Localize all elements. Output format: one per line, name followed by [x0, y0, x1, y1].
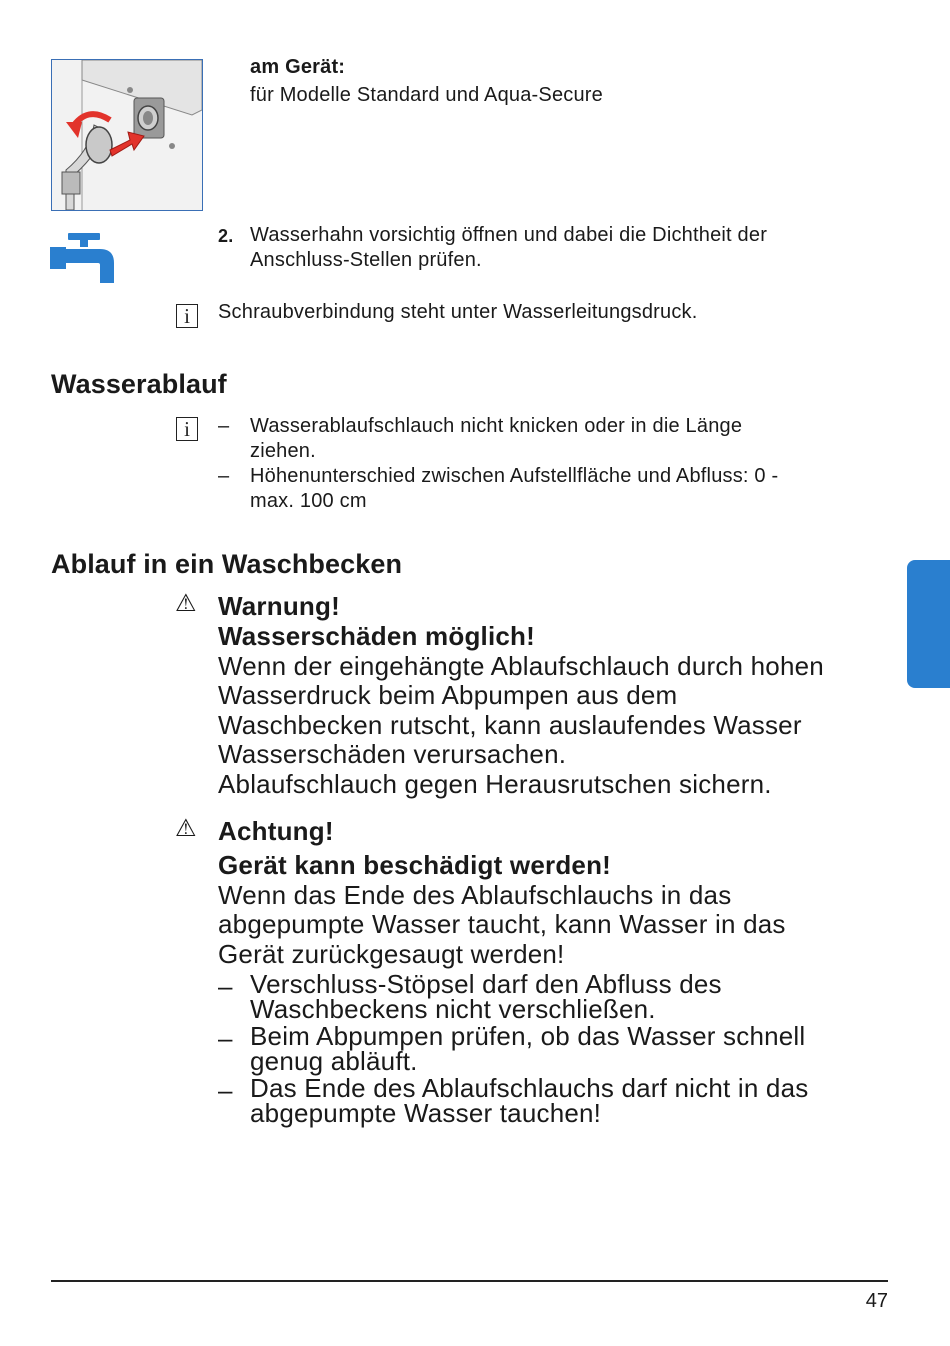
list-dash: –: [218, 1075, 233, 1105]
list-dash: –: [218, 465, 230, 487]
info-text: Schraubverbindung steht unter Wasserleitungsdruck.: [218, 301, 698, 323]
step2-line2: Anschluss-Stellen prüfen.: [250, 249, 482, 271]
list-item-line: ziehen.: [250, 440, 316, 462]
list-item-line: Das Ende des Ablaufschlauchs darf nicht in das: [250, 1073, 809, 1103]
warning-line: Waschbecken rutscht, kann auslaufendes Wasser: [218, 710, 802, 740]
caution-line: Wenn das Ende des Ablaufschlauchs in das: [218, 880, 732, 910]
info-icon: i: [176, 417, 198, 441]
section-title-wasserablauf: Wasserablauf: [51, 369, 227, 399]
top-subtext: für Modelle Standard und Aqua-Secure: [250, 84, 603, 106]
hose-connection-illustration: [51, 59, 203, 211]
caution-subtitle: Gerät kann beschädigt werden!: [218, 850, 612, 880]
list-item-line: Beim Abpumpen prüfen, ob das Wasser schnell: [250, 1021, 806, 1051]
list-item-line: Waschbeckens nicht verschließen.: [250, 994, 656, 1024]
list-item-line: Wasserablaufschlauch nicht knicken oder in die Länge: [250, 415, 743, 437]
chapter-tab-marker: [907, 560, 950, 688]
footer-divider: [51, 1280, 888, 1282]
caution-triangle-icon: ⚠: [175, 815, 197, 842]
caution-line: Gerät zurückgesaugt werden!: [218, 939, 565, 969]
warning-line: Wenn der eingehängte Ablaufschlauch durch hohen: [218, 651, 824, 681]
list-item-line: max. 100 cm: [250, 490, 367, 512]
warning-line: Ablaufschlauch gegen Herausrutschen sichern.: [218, 769, 772, 799]
faucet-icon: [50, 233, 118, 287]
list-dash: –: [218, 971, 233, 1001]
step2-line1: Wasserhahn vorsichtig öffnen und dabei die Dichtheit der: [250, 224, 768, 246]
list-dash: –: [218, 415, 230, 437]
caution-label: Achtung!: [218, 816, 334, 846]
section-title-waschbecken: Ablauf in ein Waschbecken: [51, 549, 403, 579]
top-heading: am Gerät:: [250, 56, 346, 78]
warning-label: Warnung!: [218, 591, 340, 621]
step-number: 2.: [218, 226, 234, 246]
list-dash: –: [218, 1023, 233, 1053]
warning-triangle-icon: ⚠: [175, 590, 197, 617]
list-item-line: Höhenunterschied zwischen Aufstellfläche und Abfluss: 0 -: [250, 465, 779, 487]
page-number: 47: [865, 1290, 888, 1312]
info-icon: i: [176, 304, 198, 328]
list-item-line: abgepumpte Wasser tauchen!: [250, 1098, 602, 1128]
warning-subtitle: Wasserschäden möglich!: [218, 621, 535, 651]
list-item-line: Verschluss-Stöpsel darf den Abfluss des: [250, 969, 722, 999]
warning-line: Wasserschäden verursachen.: [218, 739, 567, 769]
caution-line: abgepumpte Wasser taucht, kann Wasser in das: [218, 909, 786, 939]
list-item-line: genug abläuft.: [250, 1046, 418, 1076]
warning-line: Wasserdruck beim Abpumpen aus dem: [218, 680, 678, 710]
